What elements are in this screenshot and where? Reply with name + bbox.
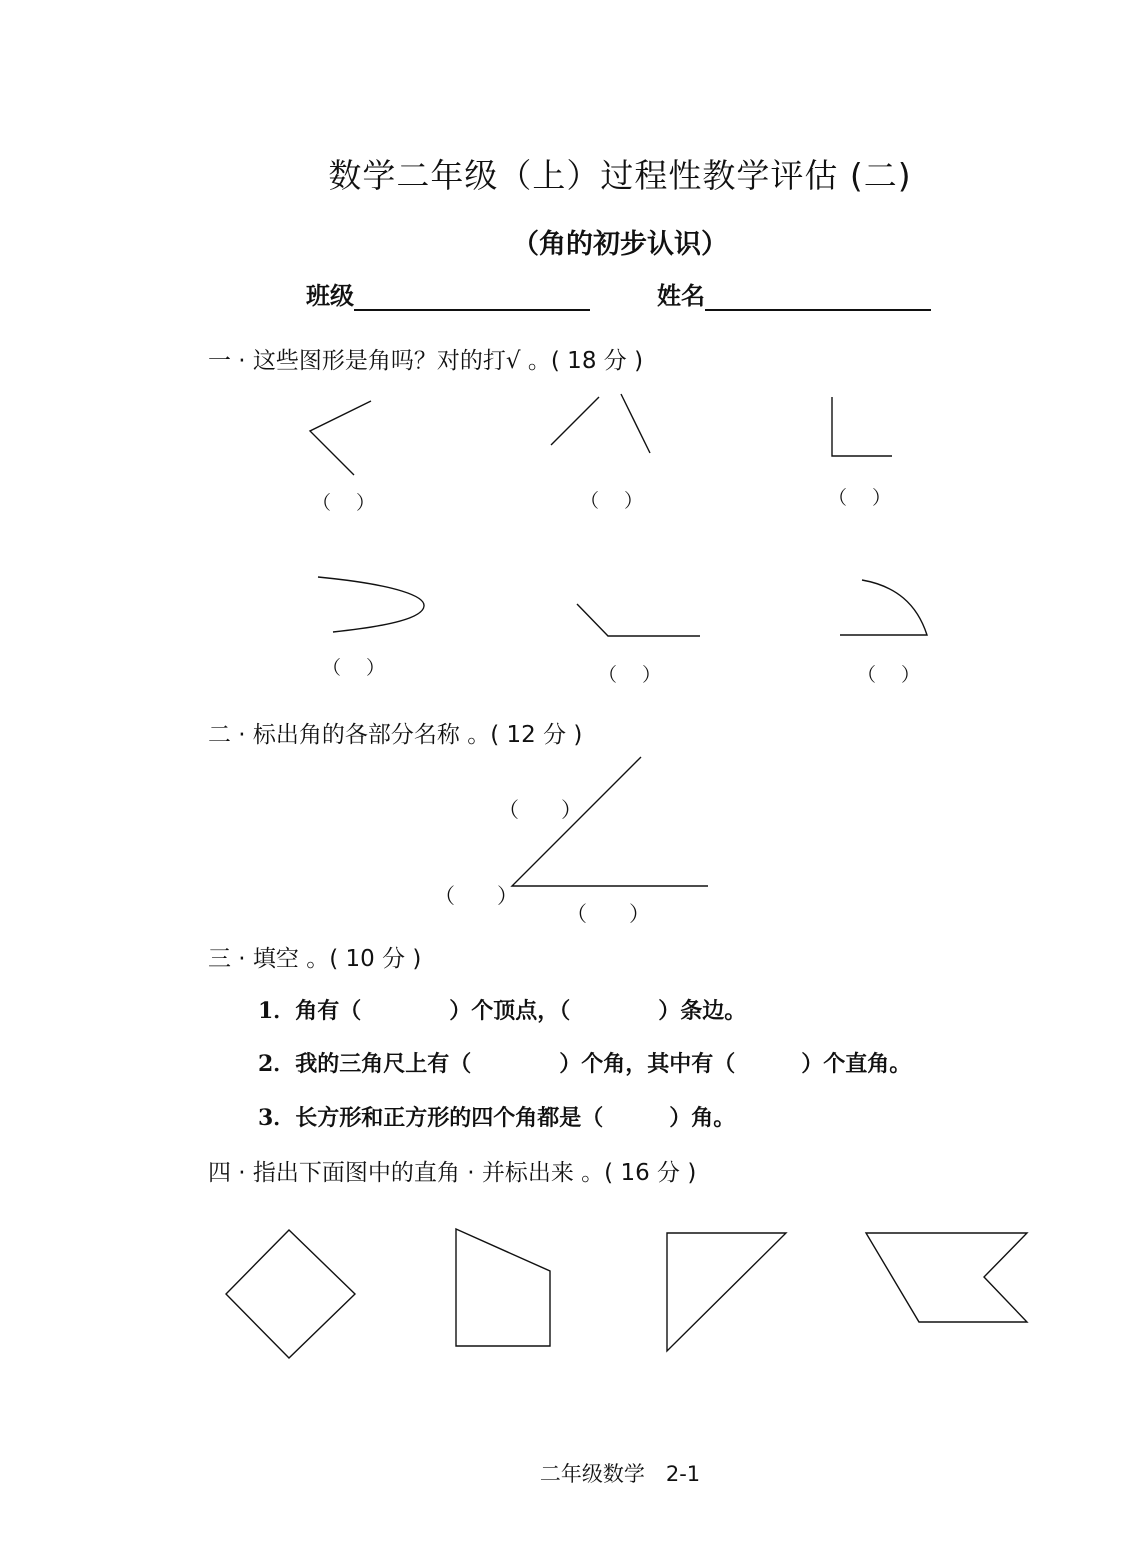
fill-item-3[interactable]: 3．长方形和正方形的四个角都是（ ）角。 [258, 1105, 736, 1131]
answer-paren-4[interactable]: （ ） [322, 657, 386, 679]
label-paren-vertex[interactable]: （ ） [434, 884, 518, 908]
figure-curved-shape [318, 577, 424, 632]
answer-paren-2[interactable]: （ ） [580, 490, 644, 512]
label-paren-side-lower[interactable]: （ ） [566, 902, 650, 926]
class-blank[interactable] [354, 283, 590, 311]
page-footer: 二年级数学 2-1 [539, 1462, 701, 1486]
section3-heading: 三 · 填空 。( 10 分 ) [208, 946, 422, 972]
name-blank[interactable] [705, 283, 931, 311]
label-paren-side-upper[interactable]: （ ） [498, 798, 582, 822]
name-field [657, 276, 931, 311]
figure-right-angle [832, 397, 892, 456]
fill-item-2[interactable]: 2．我的三角尺上有（ ）个角，其中有（ ）个直角。 [258, 1051, 912, 1077]
section2-heading: 二 · 标出角的各部分名称 。( 12 分 ) [208, 722, 583, 748]
answer-paren-6[interactable]: （ ） [857, 664, 921, 686]
figure-two-separate-lines [551, 394, 650, 453]
figure-angle-open-left [310, 401, 371, 475]
class-label: 班级 [306, 281, 354, 310]
figure-obtuse-angle [577, 604, 700, 636]
answer-paren-5[interactable]: （ ） [598, 664, 662, 686]
section1-heading: 一 · 这些图形是角吗？对的打√ 。( 18 分 ) [208, 348, 644, 374]
figure-right-triangle [667, 1233, 786, 1351]
fill-item-1[interactable]: 1．角有（ ）个顶点，（ ）条边。 [258, 998, 747, 1024]
class-field [306, 276, 590, 311]
figure-quarter-arc [840, 580, 927, 635]
figure-rhombus-square [226, 1230, 355, 1358]
answer-paren-3[interactable]: （ ） [828, 487, 892, 509]
figure-notched-parallelogram [866, 1233, 1027, 1322]
answer-paren-1[interactable]: （ ） [312, 492, 376, 514]
page-subtitle: （角的初步认识） [512, 229, 728, 260]
figure-pentagon [456, 1229, 550, 1346]
section4-heading: 四 · 指出下面图中的直角 · 并标出来 。( 16 分 ) [208, 1160, 697, 1186]
name-label: 姓名 [657, 281, 705, 310]
page-title: 数学二年级（上）过程性教学评估 (二) [328, 156, 912, 195]
